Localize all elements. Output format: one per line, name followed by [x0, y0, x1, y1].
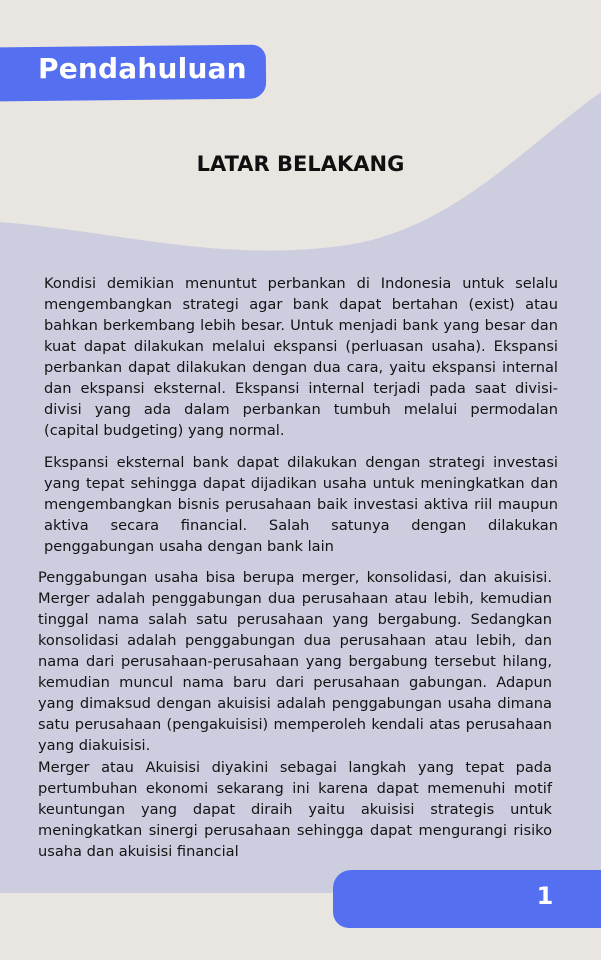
page-number: 1 — [536, 882, 554, 910]
paragraph-merger-acquisition: Merger atau Akuisisi diyakini sebagai langkah yang tepat pada pertumbuhan ekonomi sekarang ini karena dapat memenuhi motif keuntungan yang dapat diraih yaitu akuisisi strategis untuk meningkatkan sinergi perusahaan sehingga dapat mengurangi risiko usaha dan akuisisi financial — [38, 759, 552, 860]
page-title: Pendahuluan — [38, 52, 247, 85]
paragraph-business-combination: Penggabungan usaha bisa berupa merger, konsolidasi, dan akuisisi. Merger adalah penggabungan dua perusahaan atau lebih, kemudian tinggal nama salah satu perusahaan yang bergabung. Sedangkan konsolidasi adalah penggabungan dua perusahaan atau lebih, dan nama dari perusahaan-perusahaan yang bergabung tersebut hilang, kemudian muncul nama baru dari perusahaan gabungan. Adapun yang dimaksud dengan akuisisi adalah penggabungan usaha dimana satu perusahaan (pengakuisisi) memperoleh kendali atas perusahaan yang diakuisisi. — [38, 569, 552, 754]
paragraph-external-expansion: Ekspansi eksternal bank dapat dilakukan dengan strategi investasi yang tepat sehingga dapat dijadikan usaha untuk meningkatkan dan mengembangkan bisnis perusahaan baik investasi aktiva riil maupun aktiva secara financial. Salah satunya dengan dilakukan penggabungan usaha dengan bank lain — [44, 454, 558, 555]
paragraph-expansion: Kondisi demikian menuntut perbankan di Indonesia untuk selalu mengembangkan strategi agar bank dapat bertahan (exist) atau bahkan berkembang lebih besar. Untuk menjadi bank yang besar dan kuat dapat dilakukan melalui ekspansi (perluasan usaha). Ekspansi perbankan dapat dilakukan dengan dua cara, yaitu ekspansi internal dan ekspansi eksternal. Ekspansi internal terjadi pada saat divisi-divisi yang ada dalam perbankan tumbuh melalui permodalan (capital budgeting) yang normal. — [44, 275, 558, 439]
section-heading: LATAR BELAKANG — [196, 152, 405, 176]
